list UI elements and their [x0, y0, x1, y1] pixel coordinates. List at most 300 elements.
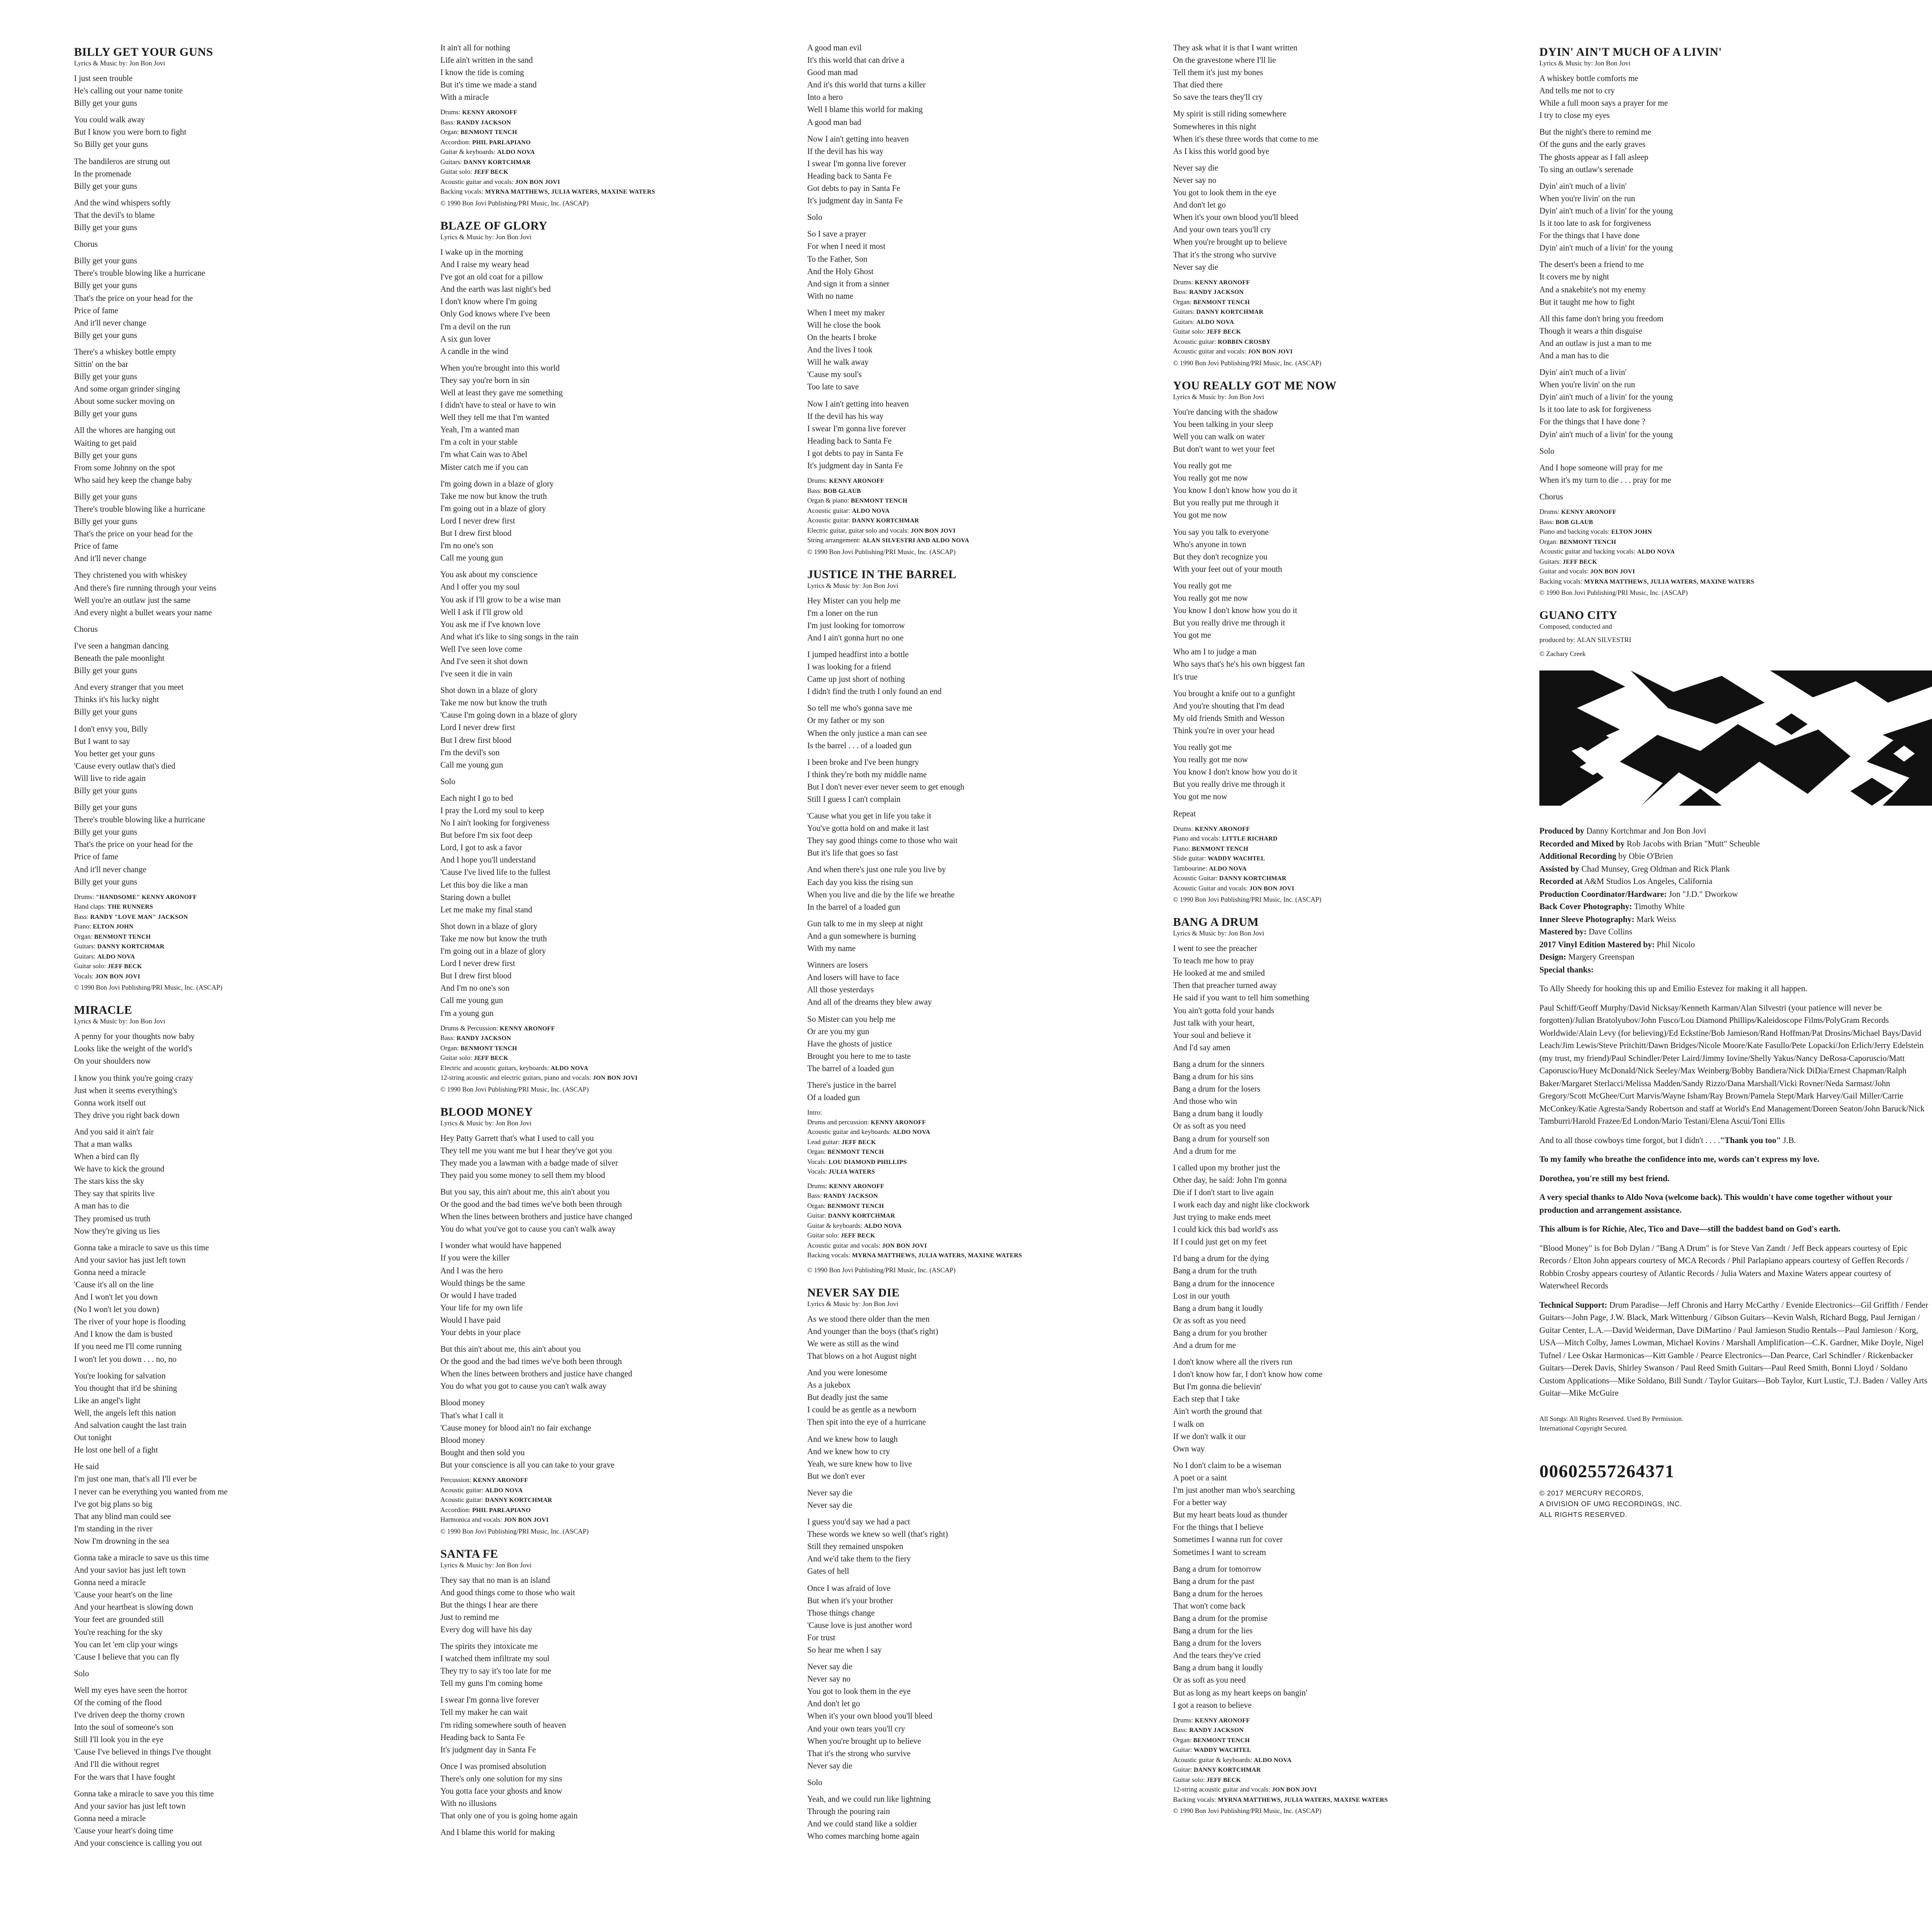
lyric-line: When the lines between brothers and justice have changed — [440, 1212, 632, 1222]
lyric-line: I swear I'm gonna live forever — [440, 1696, 540, 1705]
credit-names: DANNY KORTCHMAR — [485, 1497, 552, 1504]
credit-role: Percussion: — [440, 1476, 471, 1484]
lyric-line: When you live and die by the life we breathe — [807, 890, 955, 900]
lyric-line: A candle in the wind — [440, 347, 508, 356]
credit-names: JON BON JOVI — [910, 527, 956, 534]
credit-role: Drums: — [1173, 824, 1193, 832]
lyric-line: With a miracle — [440, 93, 489, 102]
lyric-stanza — [1173, 1563, 1516, 1712]
lyric-line: Billy get your guns — [74, 492, 137, 502]
credit-role: Guitar solo: — [1173, 1775, 1205, 1784]
lyric-line: You know I don't know how you do it — [1173, 606, 1297, 616]
lyric-stanza — [440, 246, 784, 358]
credit-line — [807, 1241, 1151, 1251]
credit-line — [1173, 298, 1516, 308]
lyric-line: That a man walks — [74, 1139, 132, 1149]
credit-names: ALDO NOVA — [892, 1129, 931, 1136]
lyric-stanza — [1539, 366, 1931, 441]
lyric-line: You better get your guns — [74, 749, 155, 758]
lyric-line: Lord I never drew first — [440, 723, 515, 733]
lyric-line: That any blind man could see — [74, 1512, 171, 1521]
lyric-line: Just talk with your heart, — [1173, 1018, 1255, 1028]
credit-role: Backing vocals: — [1173, 1795, 1216, 1803]
credit-role: Drums: — [1173, 278, 1193, 286]
production-credit-label: Produced by — [1539, 827, 1584, 836]
lyric-line: Billy get your guns — [74, 803, 137, 813]
lyric-line: Bang a drum for the truth — [1173, 1266, 1257, 1276]
lyric-line: And we knew how to laugh — [807, 1434, 898, 1444]
lyric-line: Solo — [1539, 446, 1555, 456]
credit-role: Tambourine: — [1173, 864, 1207, 872]
lyric-line: Sometimes I wanna run for cover — [1173, 1535, 1283, 1545]
lyric-line: But you really drive me through it — [1173, 618, 1286, 628]
lyric-line: 'Cause your heart's doing time — [74, 1826, 173, 1836]
lyric-line: As a jukebox — [807, 1381, 851, 1390]
lyric-line: When you're livin' on the run — [1539, 380, 1635, 390]
technical-support — [1539, 1299, 1931, 1400]
lyric-stanza — [807, 959, 1151, 1008]
credit-line — [1539, 518, 1931, 528]
credit-line — [807, 1128, 1151, 1138]
song-block — [1539, 45, 1931, 598]
lyric-line: Bang a drum for tomorrow — [1173, 1564, 1262, 1574]
lyric-line: When it's your own blood you'll bleed — [807, 1712, 933, 1721]
lyric-line: My spirit is still riding somewhere — [1173, 109, 1287, 119]
lyric-line: Call me young gun — [440, 554, 503, 563]
lyric-line: But I drew first blood — [440, 735, 512, 745]
lyric-line: I don't know how far, I don't know how come — [1173, 1370, 1323, 1380]
lyric-line: I'm riding somewhere south of heaven — [440, 1720, 566, 1730]
lyric-line: Mister catch me if you can — [440, 462, 528, 472]
song-credits — [440, 108, 784, 197]
cowboys-text: And to all those cowboys time forgot, but I didn't . . . . — [1539, 1136, 1720, 1145]
lyric-line: From some Johnny on the spot — [74, 463, 175, 473]
credit-role: Electric guitar, guitar solo and vocals: — [807, 526, 909, 534]
credit-names: ELTON JOHN — [1611, 529, 1652, 535]
lyric-line: Beneath the pale moonlight — [74, 654, 165, 664]
lyric-line: And every stranger that you meet — [74, 683, 184, 692]
lyric-line: The bandileros are strung out — [74, 157, 171, 166]
lyric-line: My old friends Smith and Wesson — [1173, 713, 1285, 723]
song-copyright: © 1990 Bon Jovi Publishing/PRI Music, Inc. (ASCAP) — [74, 984, 223, 992]
lyric-line: Billy get your guns — [74, 517, 137, 527]
production-credit — [1539, 888, 1931, 901]
dorothea-note: Dorothea, you're still my best friend. — [1539, 1174, 1670, 1183]
credit-line — [807, 1147, 1151, 1158]
credit-names: RANDY JACKSON — [456, 1035, 511, 1042]
credit-line — [807, 1182, 1151, 1192]
lyric-stanza — [807, 133, 1151, 208]
lyric-line: Well, the angels left this nation — [74, 1408, 176, 1418]
lyric-stanza — [440, 1132, 784, 1182]
credit-names: JON BON JOVI — [1590, 569, 1635, 575]
lyric-line: Or the good and the bad times we've both been through — [440, 1357, 622, 1367]
lyric-line: For the things that I believe — [1173, 1523, 1264, 1532]
lyric-line: Too late to save — [807, 382, 859, 392]
lyric-line: Billy get your guns — [74, 877, 137, 887]
credit-names: KENNY ARONOFF — [1194, 279, 1250, 286]
lyric-stanza — [74, 114, 417, 151]
credit-names: MYRNA MATTHEWS, JULIA WATERS, MAXINE WATERS — [852, 1252, 1022, 1259]
credit-line — [807, 1191, 1151, 1202]
lyric-line: Who comes marching home again — [807, 1832, 919, 1841]
credit-names: DANNY KORTCHMAR — [852, 518, 919, 525]
song-block — [1173, 915, 1516, 1816]
lyric-line: Heading back to Santa Fe — [807, 436, 892, 446]
lyric-line: But the night's there to remind me — [1539, 128, 1651, 137]
credit-role: Lead guitar: — [807, 1138, 840, 1146]
lyric-line: In the barrel of a loaded gun — [807, 902, 901, 912]
lyric-line: Tell my guns I'm coming home — [440, 1679, 543, 1689]
lyric-line: When I meet my maker — [807, 308, 885, 318]
lyric-line: So save the tears they'll cry — [1173, 93, 1263, 102]
lyric-line: A whiskey bottle comforts me — [1539, 74, 1639, 83]
lyric-line: When you're livin' on the run — [1539, 194, 1635, 203]
credit-role: Bass: — [1173, 288, 1188, 296]
production-credit-label: Assisted by — [1539, 864, 1580, 874]
credit-names: RANDY JACKSON — [823, 1193, 878, 1200]
lyric-line: All those yesterdays — [807, 985, 874, 995]
lyric-stanza — [74, 1030, 417, 1067]
lyric-line: But I'm gonna die believin' — [1173, 1382, 1262, 1392]
lyric-line: Well you can walk on water — [1173, 432, 1265, 441]
lyric-line: Would I have paid — [440, 1315, 501, 1325]
legal-line: International Copyright Secured. — [1539, 1424, 1628, 1432]
lyric-line: You do what you've got to cause you can't walk away — [440, 1225, 616, 1234]
production-credit — [1539, 863, 1931, 876]
aldo-note: A very special thanks to Aldo Nova (welcome back). This wouldn't have come together without your production and arrangement assistance. — [1539, 1193, 1892, 1215]
production-credit-label: Mastered by: — [1539, 927, 1587, 937]
lyric-line: I'm no one's son — [440, 541, 493, 551]
lyric-line: And the wind whispers softly — [74, 198, 171, 208]
song-title: DYIN' AIN'T MUCH OF A LIVIN' — [1539, 45, 1722, 58]
lyric-stanza — [440, 1397, 784, 1471]
lyric-line: If you need me I'll come running — [74, 1342, 182, 1352]
credit-line — [1173, 884, 1516, 894]
lyric-line: And I raise my weary head — [440, 260, 529, 270]
lyric-stanza — [807, 1516, 1151, 1578]
song-title: GUANO CITY — [1539, 608, 1618, 622]
legal-notice — [1539, 1414, 1931, 1433]
lyric-line: And you said it ain't fair — [74, 1127, 154, 1137]
lyric-stanza — [807, 211, 1151, 224]
credit-line — [74, 952, 417, 962]
lyric-line: And your savior has just left town — [74, 1255, 186, 1265]
lyric-line: 'Cause my soul's — [807, 370, 862, 380]
lyric-line: I got a reason to believe — [1173, 1700, 1252, 1710]
lyric-line: And it's this world that turns a killer — [807, 80, 926, 90]
lyric-line: And we'd take them to the fiery — [807, 1554, 911, 1564]
credit-line — [1173, 327, 1516, 337]
lyric-line: You say you talk to everyone — [1173, 527, 1269, 537]
production-credit — [1539, 913, 1931, 926]
lyric-line: For trust — [807, 1633, 836, 1642]
lyric-line: You really got me now — [1173, 594, 1248, 603]
lyric-line: Of the coming of the flood — [74, 1698, 162, 1707]
lyric-line: Gonna work itself out — [74, 1098, 146, 1108]
song-byline: Lyrics & Music by: Jon Bon Jovi — [1173, 393, 1264, 401]
credit-names: MYRNA MATTHEWS, JULIA WATERS, MAXINE WATERS — [485, 189, 655, 196]
credit-role: Organ: — [1539, 537, 1558, 546]
credit-names: KENNY ARONOFF — [473, 1477, 528, 1484]
credit-line — [1539, 557, 1931, 568]
credit-names: KENNY ARONOFF — [871, 1119, 926, 1126]
lyric-line: They christened you with whiskey — [74, 571, 187, 580]
song-block — [440, 42, 784, 208]
lyric-line: With no name — [807, 291, 854, 301]
production-credit-value: by Obie O'Brien — [1618, 852, 1673, 861]
lyric-line: Or as soft as you need — [1173, 1316, 1246, 1325]
credit-names: JEFF BECK — [474, 1055, 508, 1062]
credit-line — [1173, 318, 1516, 328]
credit-role: Accordion: — [440, 138, 471, 146]
lyric-line: Into the soul of someone's son — [74, 1723, 174, 1733]
credit-role: Backing vocals: — [807, 1251, 851, 1259]
cowboys-quote: "Thank you too" — [1720, 1136, 1781, 1145]
credit-names: DANNY KORTCHMAR — [1193, 1767, 1261, 1774]
lyric-line: I went to see the preacher — [1173, 944, 1257, 954]
lyric-line: And the tears they've cried — [1173, 1651, 1261, 1661]
credit-line — [807, 1118, 1151, 1128]
production-credit-value: Chad Munsey, Greg Oldman and Rick Plank — [1581, 864, 1730, 874]
lyric-line: But this ain't about me, this ain't about you — [440, 1345, 581, 1354]
credit-line — [807, 1167, 1151, 1177]
lyric-line: Now I ain't getting into heaven — [807, 399, 909, 409]
credit-names: RANDY JACKSON — [1189, 289, 1244, 296]
lyric-line: But I don't never ever never seem to get enough — [807, 782, 964, 792]
lyric-line: While a full moon says a prayer for me — [1539, 99, 1668, 108]
credit-names: BOB GLAUB — [1555, 519, 1594, 526]
credit-role: Acoustic guitar and vocals: — [440, 178, 514, 186]
lyric-line: I guess you'd say we had a pact — [807, 1517, 910, 1527]
lyric-line: I'm what Cain was to Abel — [440, 450, 528, 460]
credit-role: Vocals: — [807, 1168, 827, 1176]
production-credit-value: Dave Collins — [1588, 927, 1633, 937]
credit-line — [1173, 278, 1516, 288]
credit-names: ROBBIN CROSBY — [1218, 338, 1271, 345]
lyric-stanza — [1539, 445, 1931, 458]
lyric-line: As we stood there older than the men — [807, 1314, 930, 1324]
lyric-line: Heading back to Santa Fe — [807, 171, 892, 181]
credit-names: DANNY KORTCHMAR — [828, 1213, 895, 1220]
production-credit-label: Inner Sleeve Photography: — [1539, 915, 1635, 924]
song-copyright: © 1990 Bon Jovi Publishing/PRI Music, Inc. (ASCAP) — [1539, 589, 1688, 596]
lyric-line: They say that spirits live — [74, 1189, 155, 1199]
song-byline: Lyrics & Music by: Jon Bon Jovi — [440, 233, 532, 241]
credit-line — [74, 912, 417, 923]
lyric-line: I could be as gentle as a newborn — [807, 1405, 917, 1415]
lyric-line: On your shoulders now — [74, 1057, 151, 1066]
credit-role: Acoustic guitar and vocals: — [807, 1241, 881, 1249]
lyric-line: Every dog will have his day — [440, 1625, 533, 1634]
lyric-line: Bang a drum bang it loudly — [1173, 1109, 1263, 1119]
credit-names: RANDY JACKSON — [1189, 1727, 1244, 1734]
lyric-line: Or would I have traded — [440, 1291, 517, 1300]
lyric-line: There's a whiskey bottle empty — [74, 347, 176, 357]
song-byline: Lyrics & Music by: Jon Bon Jovi — [440, 1119, 532, 1127]
production-credit-label: Recorded at — [1539, 877, 1583, 886]
lyric-line: They tell me you want me but I hear they've got you — [440, 1146, 613, 1155]
lyric-line: Blood money — [440, 1398, 485, 1408]
lyric-line: As I kiss this world good bye — [1173, 146, 1270, 156]
lyric-stanza — [1539, 462, 1931, 487]
credit-names: ELTON JOHN — [93, 924, 134, 931]
lyric-line: Ain't worth the ground that — [1173, 1407, 1262, 1417]
credit-role: Guitars: — [1173, 308, 1195, 316]
lyric-line: Though it wears a thin disguise — [1539, 326, 1642, 336]
label-line: ALL RIGHTS RESERVED. — [1539, 1510, 1627, 1519]
lyric-line: Shot down in a blaze of glory — [440, 686, 537, 696]
credit-line — [440, 1053, 784, 1064]
lyric-stanza — [1539, 313, 1931, 362]
credit-names: JON BON JOVI — [504, 1517, 549, 1524]
lyric-line: I didn't find the truth I only found an end — [807, 687, 942, 697]
lyric-line: On the hearts I broke — [807, 333, 877, 343]
lyric-line: Chorus — [1539, 492, 1564, 502]
lyric-line: But the things I hear are there — [440, 1600, 538, 1610]
lyric-line: Never say die — [807, 1662, 853, 1672]
song-byline: Lyrics & Music by: Jon Bon Jovi — [1173, 930, 1264, 938]
credit-names: JEFF BECK — [107, 963, 142, 970]
credit-line — [1173, 834, 1516, 844]
lyric-line: Into a hero — [807, 93, 843, 102]
credit-names: ALDO NOVA — [485, 1487, 523, 1494]
lyric-line: Winners are losers — [807, 961, 868, 970]
credit-names: KENNY ARONOFF — [499, 1025, 555, 1032]
lyric-line: Billy get your guns — [74, 99, 137, 108]
dedication-note: This album is for Richie, Alec, Tico and Dave—still the baddest band on God's earth. — [1539, 1225, 1841, 1234]
lyric-line: I walk on — [1173, 1419, 1204, 1429]
cowboys-sign: J.B. — [1781, 1136, 1796, 1145]
credit-line — [1173, 1765, 1516, 1775]
lyric-line: Or are you my gun — [807, 1027, 869, 1036]
lyric-line: They drive you right back down — [74, 1110, 180, 1120]
production-credit-label: Back Cover Photography: — [1539, 902, 1632, 911]
credit-names: JEFF BECK — [841, 1139, 876, 1146]
lyric-line: Billy get your guns — [74, 409, 137, 419]
credit-line — [440, 118, 784, 128]
lyric-line: And an outlaw is just a man to me — [1539, 338, 1652, 348]
song-block — [440, 1105, 784, 1536]
lyric-line: Billy get your guns — [74, 708, 137, 717]
production-credit — [1539, 825, 1931, 838]
credit-role: Guitar solo: — [440, 168, 473, 176]
credit-role: Backing vocals: — [440, 188, 484, 196]
credit-line — [807, 476, 1151, 487]
credit-line — [440, 1024, 784, 1034]
lyric-line: Those things change — [807, 1608, 875, 1618]
lyric-line: If the devil has his way — [807, 146, 884, 156]
lyric-stanza — [74, 197, 417, 234]
lyric-line: Bang a drum for the sinners — [1173, 1059, 1265, 1069]
lyric-line: I'd bang a drum for the dying — [1173, 1254, 1269, 1264]
credit-names: ALDO NOVA — [550, 1065, 588, 1072]
credit-names: THE RUNNERS — [107, 904, 153, 911]
lyric-line: And your savior has just left town — [74, 1566, 186, 1575]
lyric-line: You're looking for salvation — [74, 1371, 166, 1381]
credit-role: Backing vocals: — [1539, 577, 1583, 585]
lyric-line: Gonna need a miracle — [74, 1578, 146, 1588]
song-copyright: © 1990 Bon Jovi Publishing/PRI Music, Inc. (ASCAP) — [440, 1085, 589, 1093]
credit-line — [1539, 507, 1931, 518]
lyric-stanza — [1173, 808, 1516, 820]
lyric-stanza — [1173, 942, 1516, 1054]
lyric-line: Billy get your guns — [74, 666, 137, 676]
lyric-line: Well I ask if I'll grow old — [440, 607, 523, 617]
lyric-line: No I don't claim to be a wiseman — [1173, 1461, 1281, 1470]
lyric-line: Your feet are grounded still — [74, 1615, 164, 1625]
lyric-line: With your feet out of your mouth — [1173, 564, 1282, 574]
lyric-line: The stars kiss the sky — [74, 1177, 144, 1187]
lyric-line: 'Cause money for blood ain't no fair exchange — [440, 1423, 592, 1433]
song-credits — [1173, 824, 1516, 894]
lyric-line: Your life for my own life — [440, 1303, 523, 1313]
lyric-line: Well my eyes have seen the horror — [74, 1685, 188, 1695]
lyric-line: He said if you want to tell him something — [1173, 993, 1310, 1003]
courtesy-note: "Blood Money" is for Bob Dylan / "Bang A Drum" is for Steve Van Zandt / Jeff Beck appears courtesy of Epic Records / Elton John appears courtesy of MCA Records / Phil Parlapiano appears courtesy of Geffen Records / Robbin Crosby appears courtesy of Atlantic Records / Julia Waters and Maxine Waters appear courtesy of Waterwheel Records — [1539, 1243, 1909, 1291]
lyric-line: I've got an old coat for a pillow — [440, 272, 543, 282]
production-credit-label: 2017 Vinyl Edition Mastered by: — [1539, 940, 1655, 949]
lyric-stanza — [1173, 162, 1516, 274]
lyric-line: Yeah, and we could run like lightning — [807, 1795, 931, 1804]
lyric-line: Chorus — [74, 624, 98, 634]
credit-names: ALDO NOVA — [497, 149, 535, 156]
credit-role: Accordion: — [440, 1506, 471, 1514]
song-credits — [807, 476, 1151, 546]
credit-names: BOB GLAUB — [823, 488, 861, 495]
credit-line — [1173, 1736, 1516, 1746]
lyric-line: Still they remained unspoken — [807, 1542, 903, 1552]
song-block — [807, 42, 1151, 557]
credit-role: Drums: — [440, 108, 461, 116]
song-title: BLAZE OF GLORY — [440, 218, 548, 232]
lyric-line: Lost in our youth — [1173, 1291, 1230, 1301]
lyric-line: But it's time we made a stand — [440, 80, 537, 90]
lyric-line: You do what you got to cause you can't walk away — [440, 1382, 607, 1391]
lyric-line: Never say die — [1173, 262, 1219, 272]
credit-role: Piano and vocals: — [1173, 835, 1221, 843]
lyric-line: Billy get your guns — [74, 330, 137, 340]
navajo-pattern-graphic — [1539, 670, 1932, 806]
lyric-line: That's the price on your head for the — [74, 293, 193, 303]
label-line: © 2017 MERCURY RECORDS, — [1539, 1488, 1644, 1497]
credit-line — [440, 1044, 784, 1054]
credit-names: BENMONT TENCH — [827, 1149, 884, 1156]
credit-role: Bass: — [1539, 518, 1554, 526]
lyric-stanza — [74, 1668, 417, 1680]
lyric-line: That it's the strong who survive — [1173, 250, 1277, 260]
lyric-line: He said — [74, 1462, 99, 1472]
lyric-line: When it's these three words that come to me — [1173, 134, 1318, 144]
lyric-line: And a gun somewhere is burning — [807, 931, 916, 941]
lyric-line: But my heart beats loud as thunder — [1173, 1510, 1288, 1520]
song-byline: Lyrics & Music by: Jon Bon Jovi — [807, 1300, 898, 1308]
lyric-line: I've seen a hangman dancing — [74, 641, 169, 651]
lyric-line: Solo — [807, 213, 823, 223]
lyric-line: Never say no — [807, 1675, 851, 1684]
lyric-stanza — [807, 1367, 1151, 1428]
credit-names: "HANDSOME" KENNY ARONOFF — [95, 894, 197, 901]
lyric-line: Hey Patty Garrett that's what I used to call you — [440, 1133, 594, 1143]
lyric-line: Bang a drum for the lies — [1173, 1626, 1253, 1636]
credit-role: Organ: — [1173, 1736, 1192, 1744]
lyric-stanza — [74, 491, 417, 565]
lyric-line: Who says that's he's his own biggest fan — [1173, 660, 1305, 669]
credit-names: JEFF BECK — [840, 1233, 875, 1240]
lyric-line: But you really put me through it — [1173, 498, 1279, 508]
credit-line — [440, 1506, 784, 1516]
lyric-line: And salvation caught the last train — [74, 1421, 187, 1431]
